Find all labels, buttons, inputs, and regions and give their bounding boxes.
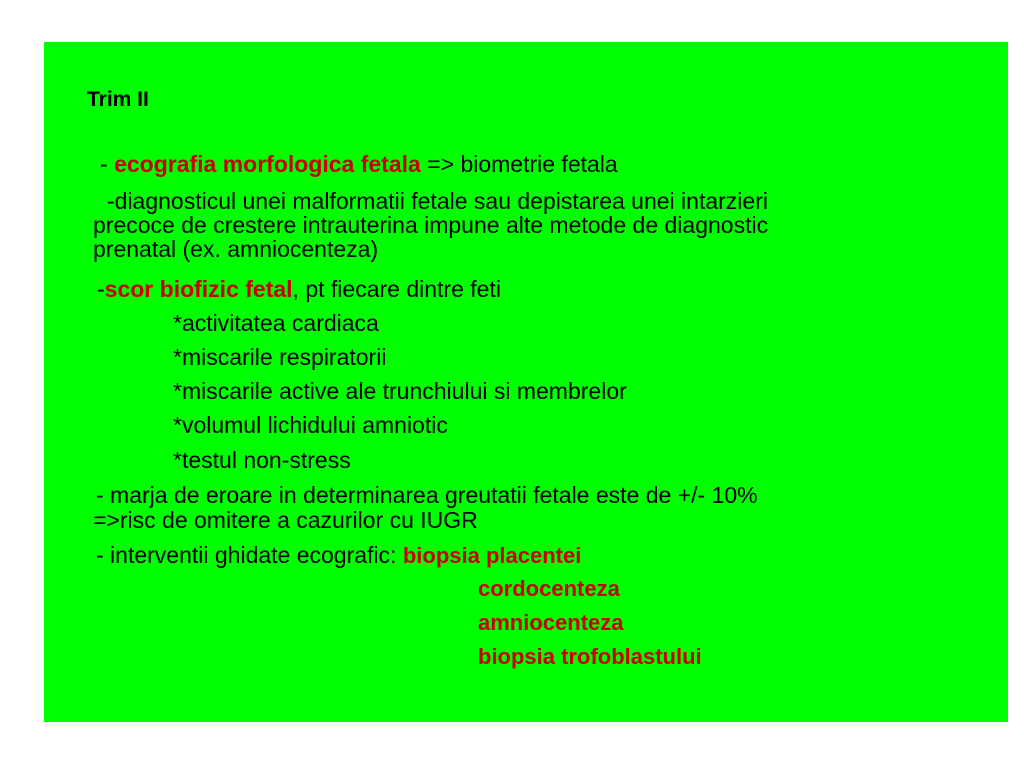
diagnostic-line-3: prenatal (ex. amniocenteza) [93,236,379,262]
interventii-item: cordocenteza [478,576,620,601]
scor-line [97,277,501,301]
marja-line-1: - marja de eroare in determinarea greutatii fetale este de +/- 10% [96,482,758,508]
scor-prefix: - [97,276,105,302]
diagnostic-line-2: precoce de crestere intrauterina impune alte metode de diagnostic [93,212,769,238]
eco-prefix: - [100,151,115,177]
diagnostic-line-1: -diagnosticul unei malformatii fetale sau depistarea unei intarzieri [107,188,768,214]
scor-highlight: scor biofizic fetal [104,276,293,302]
interventii-item: amniocenteza [478,610,624,635]
criteria-item: *volumul lichidului amniotic [173,412,448,438]
interventii-item: biopsia placentei [402,543,582,568]
marja-line-2: =>risc de omitere a cazurilor cu IUGR [93,507,478,533]
interventii-line [96,543,581,568]
slide-title: Trim II [87,88,149,111]
criteria-item: *miscarile respiratorii [173,344,387,370]
criteria-item: *activitatea cardiaca [173,310,379,336]
eco-highlight: ecografia morfologica fetala [114,151,421,177]
criteria-item: *miscarile active ale trunchiului si membrelor [173,378,627,404]
criteria-item: *testul non-stress [173,447,351,473]
interventii-item: biopsia trofoblastului [478,644,702,669]
interventii-prefix: - interventii ghidate ecografic: [96,542,403,568]
scor-suffix: , pt fiecare dintre feti [292,276,501,302]
eco-suffix: => biometrie fetala [420,151,618,177]
eco-line [100,152,618,176]
